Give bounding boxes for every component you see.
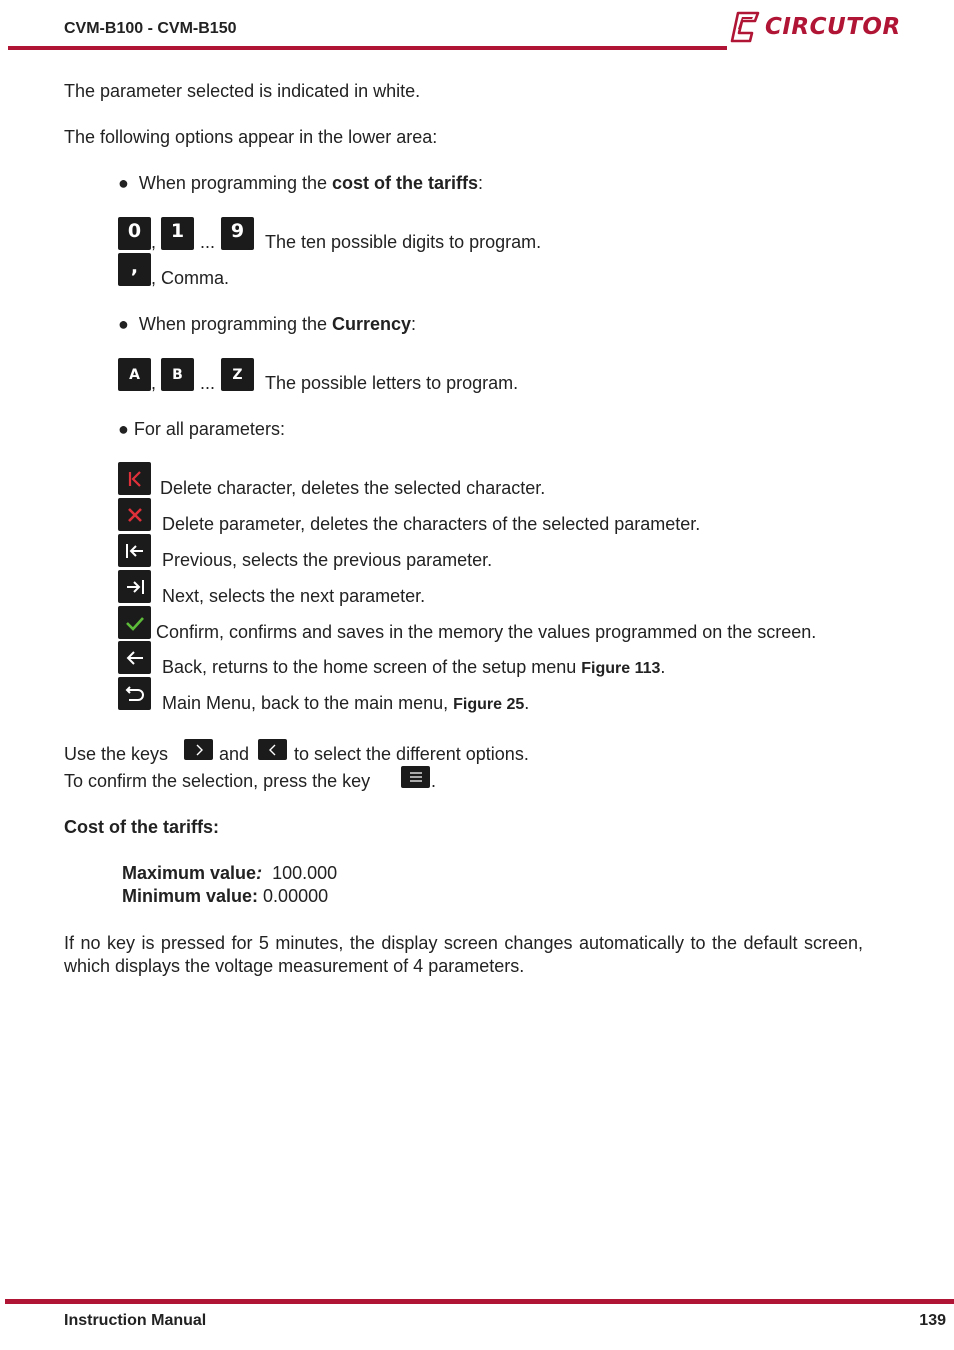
maximum-value-label: Maximum value — [122, 863, 257, 883]
bullet-currency-bold: Currency — [331, 314, 412, 334]
left-arrow-key-icon — [258, 739, 287, 760]
bullet-cost-tariffs — [118, 173, 483, 194]
letters-description: The possible letters to program. — [265, 373, 519, 393]
figure-ref-25[interactable]: Figure 25 — [453, 696, 525, 713]
right-arrow-key-icon — [184, 739, 213, 760]
figure-ref-113[interactable]: Figure 113 — [581, 660, 661, 677]
bullet-dot: ● — [118, 314, 129, 334]
confirm-icon — [118, 606, 151, 639]
option-delete-parameter: Delete parameter, deletes the characters of the selected parameter. — [162, 514, 701, 534]
key-digit-0: 0 — [118, 217, 151, 250]
header-title: CVM-B100 - CVM-B150 — [64, 20, 237, 37]
confirm-selection-end: . — [431, 771, 437, 791]
bullet-currency-pre: When programming the — [138, 314, 332, 334]
maximum-value: 100.000 — [272, 863, 338, 883]
key-comma: , — [118, 253, 151, 286]
key-digit-1: 1 — [161, 217, 194, 250]
bullet-all-parameters — [118, 419, 285, 440]
use-keys-text: Use the keys — [64, 744, 169, 764]
separator-ellipsis: ... — [200, 232, 216, 252]
main-menu-icon — [118, 677, 151, 710]
maximum-value-colon: : — [256, 863, 263, 883]
header-rule — [8, 46, 727, 50]
delete-parameter-icon — [118, 498, 151, 531]
circutor-logo-mark — [730, 11, 762, 43]
bullet-currency-post: : — [411, 314, 417, 334]
back-icon — [118, 641, 151, 674]
maximum-value-line — [122, 863, 337, 884]
delete-character-icon — [118, 462, 151, 495]
bullet-currency — [118, 314, 416, 335]
key-letter-b: B — [161, 358, 194, 391]
option-delete-character: Delete character, deletes the selected character. — [160, 478, 546, 498]
logo-text: CIRCUTOR — [765, 14, 901, 40]
separator-comma: , — [151, 232, 157, 252]
bullet-cost-post: : — [478, 173, 484, 193]
option-back-text: Back, returns to the home screen of the setup menu — [162, 657, 582, 677]
bullet-cost-bold: cost of the tariffs — [331, 173, 478, 193]
bullet-cost-pre: When programming the — [138, 173, 332, 193]
use-keys-rest: to select the different options. — [294, 744, 529, 764]
previous-icon — [118, 534, 151, 567]
intro-text-1: The parameter selected is indicated in white. — [64, 81, 421, 101]
minimum-value: 0.00000 — [263, 886, 329, 906]
footer-manual-label: Instruction Manual — [64, 1312, 207, 1329]
separator-ellipsis: ... — [200, 373, 216, 393]
option-main-menu-text: Main Menu, back to the main menu, — [162, 693, 454, 713]
circutor-logo — [730, 10, 910, 44]
bullet-dot: ● — [118, 419, 129, 439]
confirm-selection-text: To confirm the selection, press the key — [64, 771, 371, 791]
option-next: Next, selects the next parameter. — [162, 586, 426, 606]
bullet-all-text: For all parameters: — [133, 419, 285, 439]
intro-text-2: The following options appear in the lower area: — [64, 127, 438, 147]
key-letter-a: A — [118, 358, 151, 391]
key-letter-z: Z — [221, 358, 254, 391]
footer-rule — [5, 1299, 954, 1304]
separator-comma: , — [151, 373, 157, 393]
option-confirm: Confirm, confirms and saves in the memory the values programmed on the screen. — [156, 622, 817, 642]
minimum-value-label: Minimum value: — [122, 886, 259, 906]
option-main-menu — [162, 693, 529, 714]
menu-key-icon — [401, 766, 430, 788]
comma-description: , Comma. — [151, 268, 230, 288]
option-previous: Previous, selects the previous parameter. — [162, 550, 493, 570]
closing-paragraph: If no key is pressed for 5 minutes, the display screen changes automatically to the default screen, which displays the voltage measurement of 4 parameters. — [64, 933, 863, 976]
option-main-menu-end: . — [524, 693, 530, 713]
key-digit-9: 9 — [221, 217, 254, 250]
use-keys-and: and — [219, 744, 250, 764]
minimum-value-line — [122, 886, 328, 907]
page-number: 139 — [919, 1312, 946, 1329]
digits-description: The ten possible digits to program. — [265, 232, 542, 252]
cost-heading: Cost of the tariffs: — [64, 817, 219, 837]
next-icon — [118, 570, 151, 603]
option-back-end: . — [660, 657, 666, 677]
bullet-dot: ● — [118, 173, 129, 193]
option-back — [162, 657, 665, 678]
